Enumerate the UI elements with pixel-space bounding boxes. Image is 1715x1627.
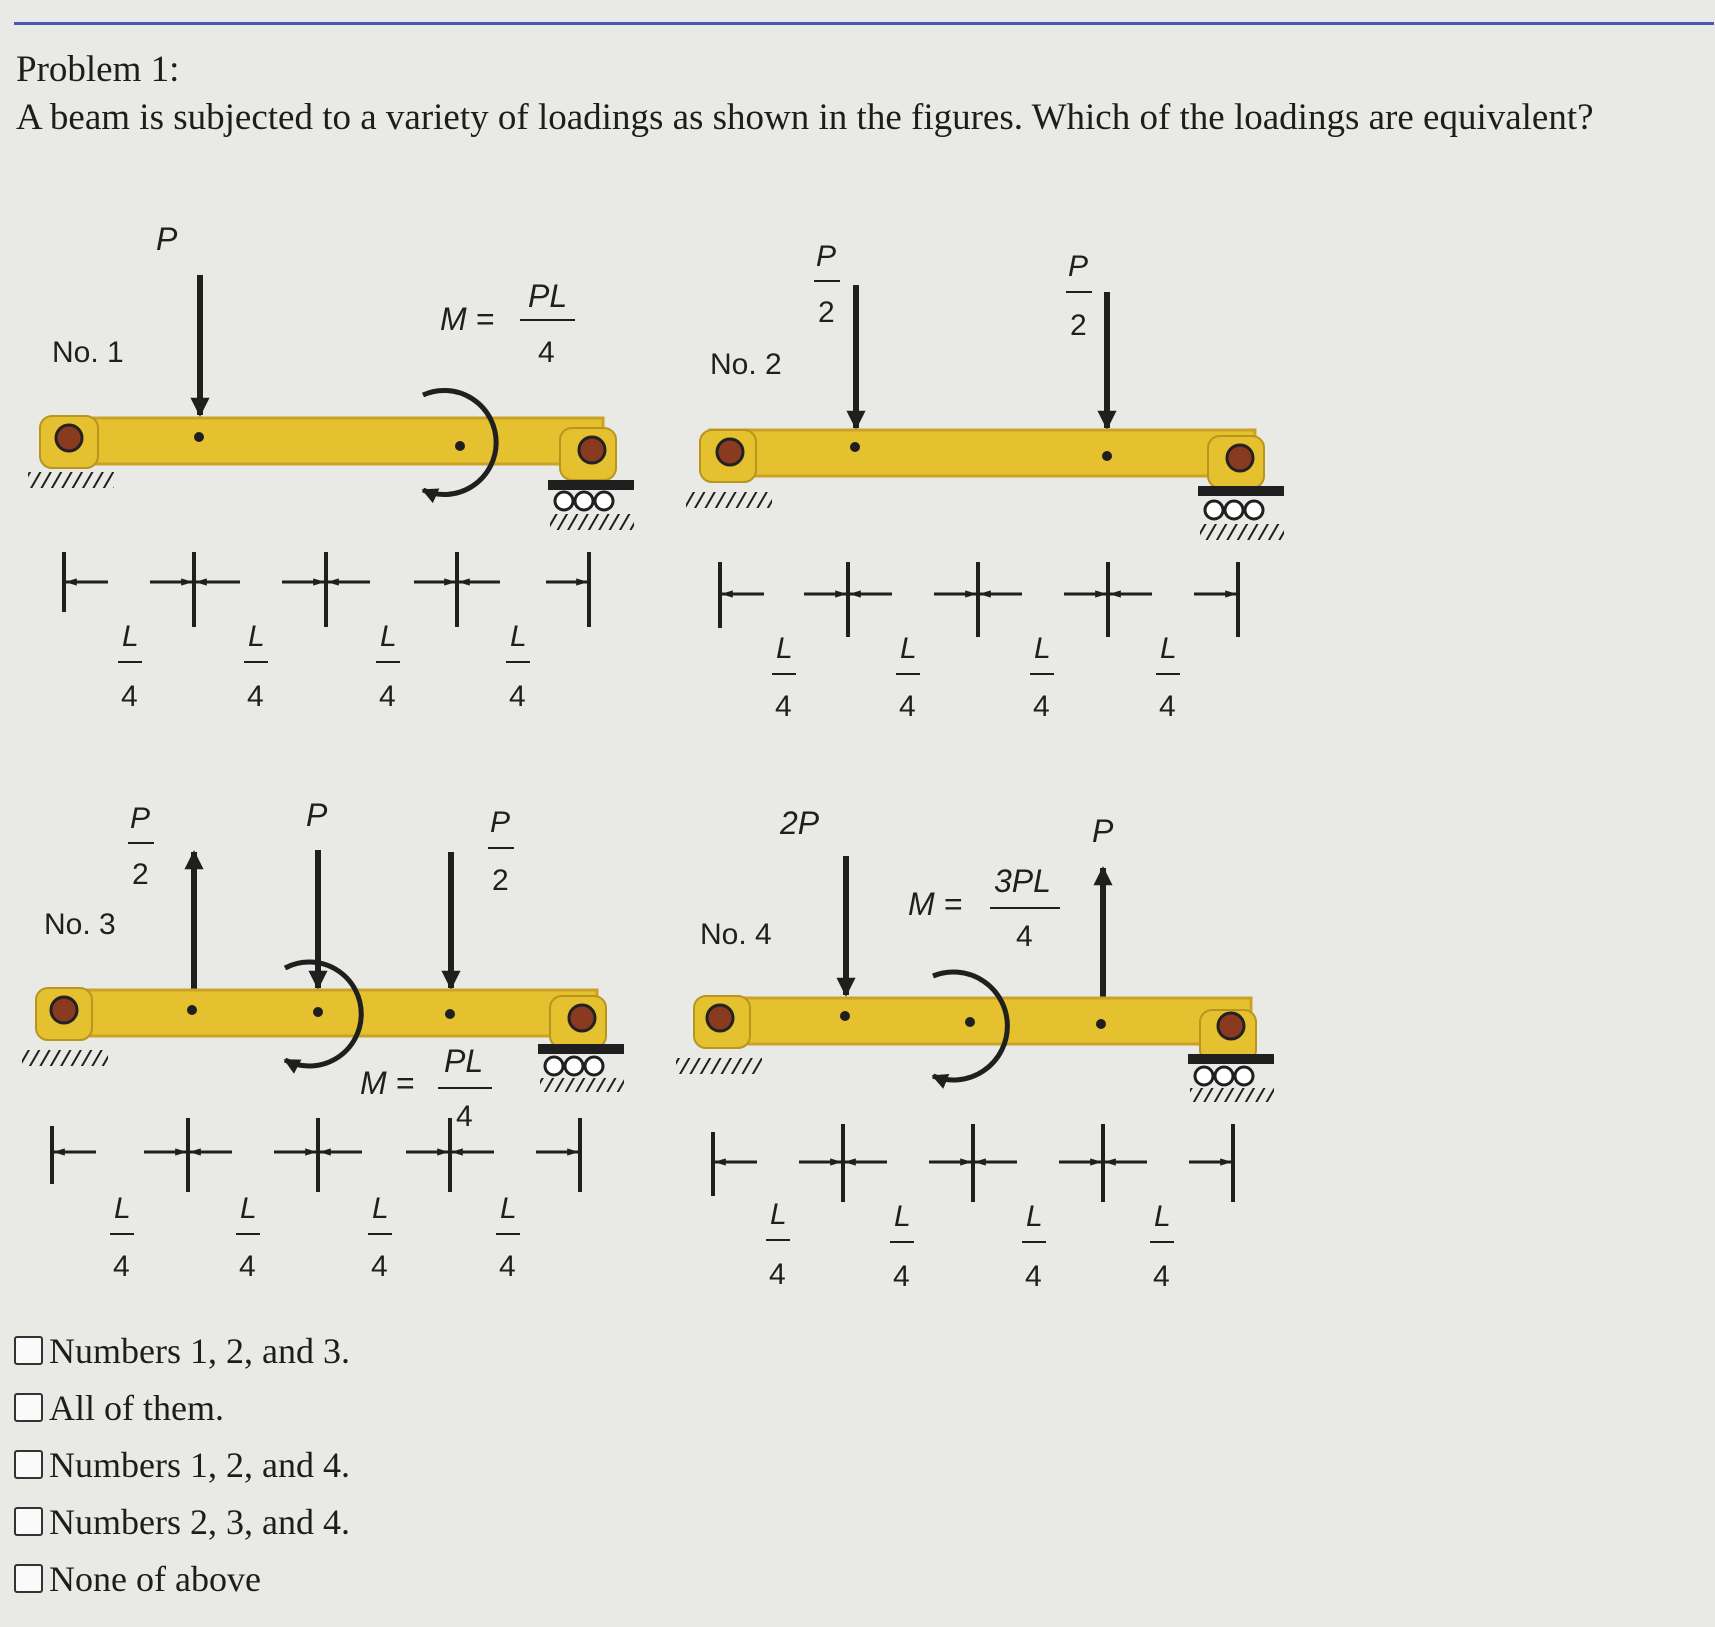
figure-label: No. 3 bbox=[44, 908, 116, 941]
svg-text:L: L bbox=[900, 632, 917, 665]
option-numbers-2-3-4[interactable] bbox=[14, 1493, 350, 1550]
load-point-3 bbox=[445, 1009, 455, 1019]
svg-text:4: 4 bbox=[1033, 690, 1050, 723]
svg-text:P: P bbox=[816, 240, 837, 273]
option-numbers-1-2-3[interactable] bbox=[14, 1322, 350, 1379]
option-label: Numbers 2, 3, and 4. bbox=[49, 1501, 350, 1542]
svg-text:L: L bbox=[240, 1192, 257, 1225]
option-label: None of above bbox=[49, 1558, 261, 1599]
svg-text:L: L bbox=[122, 620, 139, 653]
beam bbox=[58, 418, 603, 464]
checkbox[interactable] bbox=[14, 1507, 43, 1536]
problem-question: A beam is subjected to a variety of loadings as shown in the figures. Which of the loadings are equivalent? bbox=[16, 97, 1594, 138]
moment-label bbox=[360, 1043, 492, 1133]
figure-no3 bbox=[22, 797, 624, 1283]
beam bbox=[706, 998, 1251, 1044]
figure-label: No. 1 bbox=[52, 336, 124, 369]
svg-text:4: 4 bbox=[509, 680, 526, 713]
load-label-2: P bbox=[306, 797, 328, 833]
svg-text:2: 2 bbox=[1070, 309, 1087, 342]
svg-text:P: P bbox=[130, 802, 151, 835]
load-point-2 bbox=[313, 1007, 323, 1017]
roller-support bbox=[538, 996, 624, 1092]
option-all-of-them[interactable] bbox=[14, 1379, 350, 1436]
svg-text:4: 4 bbox=[113, 1250, 130, 1283]
svg-text:M =: M = bbox=[360, 1065, 415, 1101]
dimension-line bbox=[52, 1118, 580, 1192]
svg-text:2: 2 bbox=[132, 858, 149, 891]
svg-text:4: 4 bbox=[769, 1258, 786, 1291]
dimension-line bbox=[720, 562, 1238, 637]
svg-text:4: 4 bbox=[499, 1250, 516, 1283]
checkbox[interactable] bbox=[14, 1564, 43, 1593]
load-point bbox=[194, 432, 204, 442]
svg-text:L: L bbox=[894, 1200, 911, 1233]
svg-text:4: 4 bbox=[371, 1250, 388, 1283]
moment-label bbox=[440, 278, 575, 369]
option-none-of-above[interactable] bbox=[14, 1550, 350, 1607]
svg-text:L: L bbox=[500, 1192, 517, 1225]
svg-text:4: 4 bbox=[1016, 920, 1033, 953]
load-label-2: P bbox=[1092, 813, 1114, 849]
answer-options bbox=[14, 1322, 350, 1607]
figure-no4 bbox=[676, 805, 1274, 1293]
svg-text:4: 4 bbox=[775, 690, 792, 723]
svg-text:3PL: 3PL bbox=[994, 863, 1051, 899]
dimension-labels bbox=[118, 620, 530, 713]
option-numbers-1-2-4[interactable] bbox=[14, 1436, 350, 1493]
svg-text:PL: PL bbox=[444, 1043, 484, 1079]
moment-label bbox=[908, 863, 1060, 953]
option-label: Numbers 1, 2, and 3. bbox=[49, 1330, 350, 1371]
svg-text:PL: PL bbox=[528, 278, 568, 314]
load-point-1 bbox=[840, 1011, 850, 1021]
beam bbox=[710, 430, 1255, 476]
svg-text:L: L bbox=[380, 620, 397, 653]
load-point-2 bbox=[1096, 1019, 1106, 1029]
svg-text:M =: M = bbox=[440, 301, 495, 337]
beam bbox=[52, 990, 597, 1036]
svg-text:2: 2 bbox=[818, 296, 835, 329]
svg-text:4: 4 bbox=[1025, 1260, 1042, 1293]
load-point-2 bbox=[1102, 451, 1112, 461]
option-label: Numbers 1, 2, and 4. bbox=[49, 1444, 350, 1485]
load-label-1 bbox=[814, 240, 840, 329]
figure-no2 bbox=[686, 240, 1284, 723]
svg-text:4: 4 bbox=[1153, 1260, 1170, 1293]
svg-text:L: L bbox=[510, 620, 527, 653]
svg-text:L: L bbox=[248, 620, 265, 653]
load-label-1: 2P bbox=[780, 805, 820, 841]
svg-text:L: L bbox=[1160, 632, 1177, 665]
svg-text:L: L bbox=[114, 1192, 131, 1225]
svg-text:2: 2 bbox=[492, 864, 509, 897]
dimension-labels bbox=[766, 1198, 1174, 1293]
svg-text:L: L bbox=[1154, 1200, 1171, 1233]
svg-text:4: 4 bbox=[456, 1100, 473, 1133]
svg-text:P: P bbox=[490, 806, 511, 839]
dimension-labels bbox=[772, 632, 1180, 723]
checkbox[interactable] bbox=[14, 1393, 43, 1422]
roller-support bbox=[1198, 436, 1284, 540]
svg-text:4: 4 bbox=[1159, 690, 1176, 723]
moment-point bbox=[455, 441, 465, 451]
checkbox[interactable] bbox=[14, 1336, 43, 1365]
load-label-3 bbox=[488, 806, 514, 897]
load-point-1 bbox=[850, 442, 860, 452]
svg-text:L: L bbox=[776, 632, 793, 665]
roller-support bbox=[548, 428, 634, 530]
svg-text:4: 4 bbox=[379, 680, 396, 713]
svg-text:L: L bbox=[1034, 632, 1051, 665]
figure-label: No. 4 bbox=[700, 918, 772, 951]
moment-point bbox=[965, 1017, 975, 1027]
option-label: All of them. bbox=[49, 1387, 224, 1428]
svg-text:P: P bbox=[1068, 250, 1089, 283]
svg-text:4: 4 bbox=[247, 680, 264, 713]
dimension-line bbox=[713, 1124, 1233, 1202]
dimension-line bbox=[64, 552, 589, 627]
svg-text:4: 4 bbox=[538, 336, 555, 369]
svg-text:4: 4 bbox=[899, 690, 916, 723]
figure-label: No. 2 bbox=[710, 348, 782, 381]
dimension-labels bbox=[110, 1192, 520, 1283]
svg-text:4: 4 bbox=[893, 1260, 910, 1293]
figure-no1 bbox=[28, 221, 634, 713]
pin-support bbox=[676, 996, 762, 1074]
svg-text:L: L bbox=[1026, 1200, 1043, 1233]
problem-title: Problem 1: bbox=[16, 49, 180, 90]
svg-text:4: 4 bbox=[121, 680, 138, 713]
load-label-1 bbox=[128, 802, 154, 891]
roller-support bbox=[1188, 1010, 1274, 1102]
load-point-1 bbox=[187, 1005, 197, 1015]
svg-text:M =: M = bbox=[908, 886, 963, 922]
svg-text:L: L bbox=[770, 1198, 787, 1231]
load-label-2 bbox=[1066, 250, 1092, 342]
checkbox[interactable] bbox=[14, 1450, 43, 1479]
load-label: P bbox=[156, 221, 178, 257]
svg-text:4: 4 bbox=[239, 1250, 256, 1283]
svg-text:L: L bbox=[372, 1192, 389, 1225]
